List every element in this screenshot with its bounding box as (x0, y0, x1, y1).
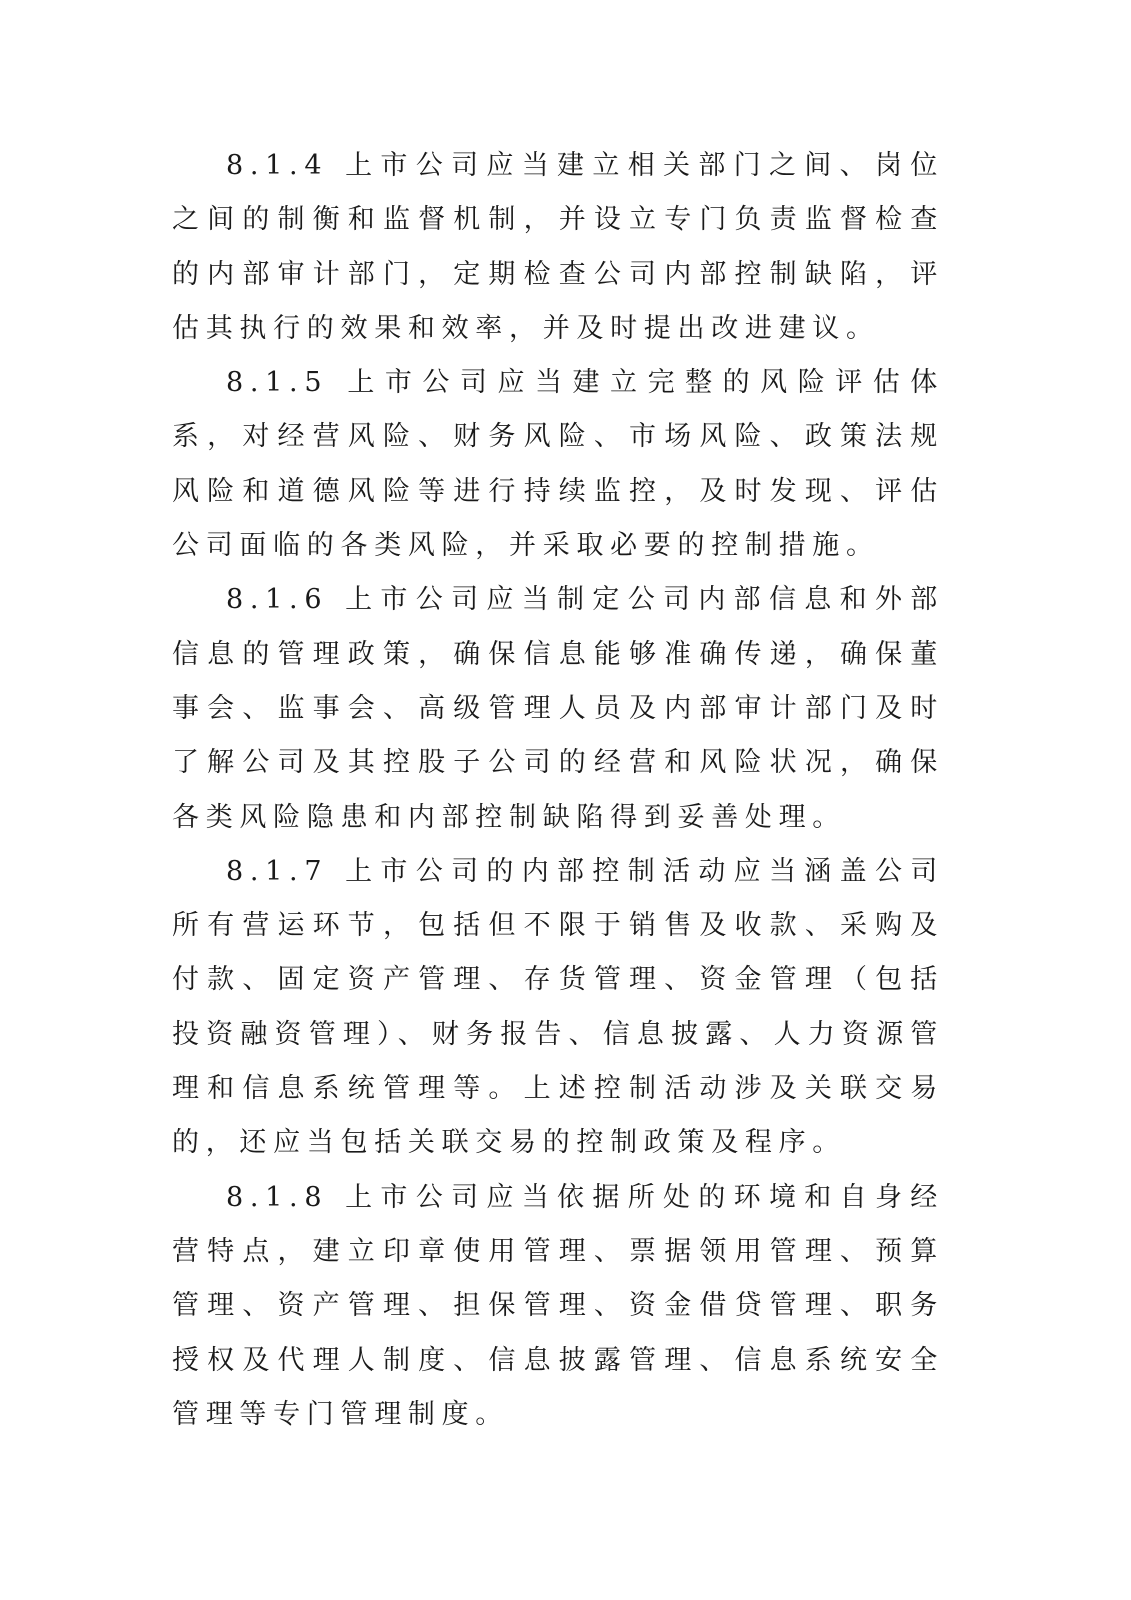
clause-text: 上市公司应当制定公司内部信息和外部信息的管理政策，确保信息能够准确传递，确保董事会、监事会、高级管理人员及内部审计部门及时了解公司及其控股子公司的经营和风险状况，确保各类风险隐患和内部控制缺陷得到妥善处理。 (172, 584, 944, 833)
clause-number: 8.1.8 (226, 1181, 329, 1213)
paragraph-8-1-8 (172, 1171, 944, 1442)
paragraph-8-1-6 (172, 573, 944, 844)
clause-text: 上市公司应当依据所处的环境和自身经营特点，建立印章使用管理、票据领用管理、预算管理、资产管理、担保管理、资金借贷管理、职务授权及代理人制度、信息披露管理、信息系统安全管理等专门管理制度。 (172, 1181, 944, 1430)
clause-text: 上市公司应当建立相关部门之间、岗位之间的制衡和监督机制，并设立专门负责监督检查的内部审计部门，定期检查公司内部控制缺陷，评估其执行的效果和效率，并及时提出改进建议。 (172, 150, 944, 344)
paragraph-8-1-4 (172, 139, 944, 356)
clause-number: 8.1.5 (226, 367, 329, 399)
paragraph-8-1-7 (172, 845, 944, 1171)
paragraph-8-1-5 (172, 356, 944, 573)
clause-number: 8.1.7 (226, 855, 329, 887)
clause-number: 8.1.4 (226, 150, 329, 181)
clause-text: 上市公司应当建立完整的风险评估体系，对经营风险、财务风险、市场风险、政策法规风险和道德风险等进行持续监控，及时发现、评估公司面临的各类风险，并采取必要的控制措施。 (172, 367, 944, 562)
clause-number: 8.1.6 (226, 584, 329, 616)
clause-text: 上市公司的内部控制活动应当涵盖公司所有营运环节，包括但不限于销售及收款、采购及付款、固定资产管理、存货管理、资金管理（包括投资融资管理）、财务报告、信息披露、人力资源管理和信息系统管理等。上述控制活动涉及关联交易的，还应当包括关联交易的控制政策及程序。 (172, 855, 944, 1159)
document-body (172, 139, 944, 1442)
